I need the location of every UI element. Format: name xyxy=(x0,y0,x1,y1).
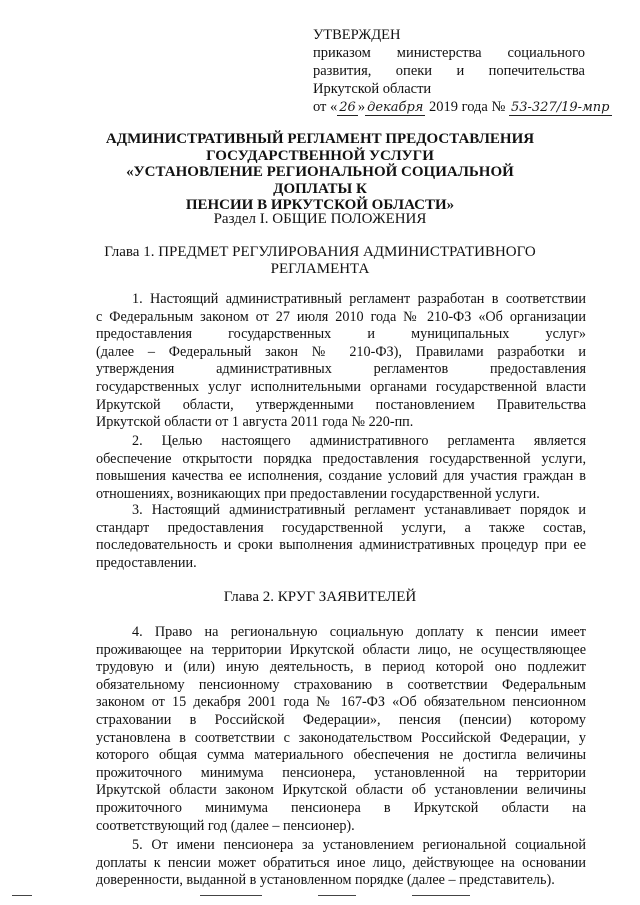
paragraph-3: 3. Настоящий административный регламент устанавливает порядок и стандарт предоставления государственной услуги, а также состав, последовательность и сроки выполнения административных процедур при ее предоставлении. xyxy=(96,502,586,571)
paragraph-4: 4. Право на региональную социальную доплату к пенсии имеет проживающее на территории Иркутской области лицо, не осуществляющее трудовую и (или) иную деятельность, в период которой оно подлежит обязательному пенсионному страхованию в соответствии Федеральным законом от 15 декабря 2001 года № 167-ФЗ «Об обязательном пенсионном страховании в Российской Федерации», пенсия (пенсии) которому установлена в соответствии с законодательством Российской Федерации, у которого общая сумма материального обеспечения не достигла величины прожиточного минимума пенсионера, установленной на территории Иркутской области законом Иркутской области об установлении величины прожиточного минимума пенсионера в Иркутской области на соответствующий год (далее – пенсионер). xyxy=(96,624,586,834)
approval-line: Иркутской области xyxy=(313,81,432,97)
paragraph-5: 5. От имени пенсионера за установлением региональной социальной доплаты к пенсии может обратиться иное лицо, действующее на основании доверенности, выданной в установленном порядке (далее – представитель). xyxy=(96,837,586,889)
paragraph-2: 2. Целью настоящего административного регламента является обеспечение открытости порядка предоставления государственной услуги, повышения качества ее исполнения, создание условий для участия граждан в отношениях, возникающих при предоставлении государственной услуги. xyxy=(96,433,586,502)
approval-date-line: от « 26 » декабря 2019 года № 53-327/19-мпр xyxy=(313,99,610,115)
approval-block xyxy=(313,26,610,117)
footer-divider xyxy=(12,895,32,896)
approval-line: приказом министерства социального xyxy=(313,45,585,61)
section-heading: Раздел I. ОБЩИЕ ПОЛОЖЕНИЯ xyxy=(213,211,427,227)
approval-title: УТВЕРЖДЕН xyxy=(313,27,401,43)
handwritten-day: 26 xyxy=(339,100,356,115)
footer-divider xyxy=(412,895,470,896)
chapter-2-heading: Глава 2. КРУГ ЗАЯВИТЕЛЕЙ xyxy=(223,589,417,605)
approval-line: развития, опеки и попечительства xyxy=(313,63,585,79)
chapter-1-heading: Глава 1. ПРЕДМЕТ РЕГУЛИРОВАНИЯ АДМИНИСТРАТИВНОГО РЕГЛАМЕНТА xyxy=(104,244,536,277)
handwritten-order-number: 53-327/19-мпр xyxy=(510,100,610,115)
footer-divider xyxy=(318,895,356,896)
handwritten-month: декабря xyxy=(367,100,424,115)
footer-divider xyxy=(200,895,262,896)
document-title: АДМИНИСТРАТИВНЫЙ РЕГЛАМЕНТ ПРЕДОСТАВЛЕНИЯ ГОСУДАРСТВЕННОЙ УСЛУГИ «УСТАНОВЛЕНИЕ РЕГИОНАЛЬНОЙ СОЦИАЛЬНОЙ ДОПЛАТЫ К ПЕНСИИ В ИРКУТСКОЙ ОБЛАСТИ» xyxy=(105,131,535,213)
paragraph-1: 1. Настоящий административный регламент разработан в соответствии с Федеральным законом от 27 июля 2010 года № 210-ФЗ «Об организации предоставления государственных и муниципальных услуг» (далее – Федеральный закон № 210-ФЗ), Правилами разработки и утверждения административных регламентов предоставления государственных услуг исполнительными органами государственной власти Иркутской области, утвержденными постановлением Правительства Иркутской области от 1 августа 2011 года № 220-пп. xyxy=(96,291,586,431)
